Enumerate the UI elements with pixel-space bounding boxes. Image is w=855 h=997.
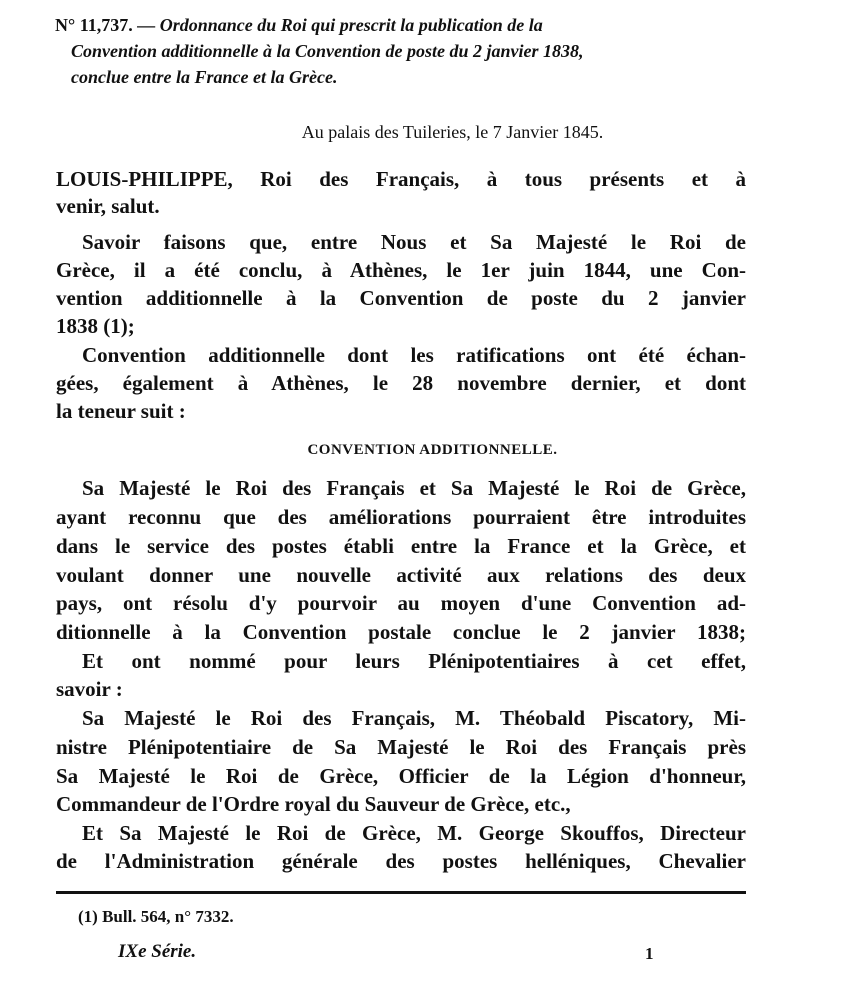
body-line: Convention additionnelle dont les ratifications ont été échan-	[82, 343, 746, 367]
convention-line: Sa Majesté le Roi des Français, M. Théobald Piscatory, Mi-	[82, 706, 746, 730]
convention-line: savoir :	[56, 677, 123, 701]
body-line: la teneur suit :	[56, 399, 186, 423]
convention-line: Sa Majesté le Roi de Grèce, Officier de la Légion d'honneur,	[56, 764, 746, 788]
page-number: 1	[645, 944, 654, 963]
series-label: IXe Série.	[118, 941, 197, 962]
body-line: venir, salut.	[56, 194, 160, 218]
convention-line: ayant reconnu que des améliorations pourraient être introduites	[56, 505, 746, 529]
body-line: gées, également à Athènes, le 28 novembre dernier, et dont	[56, 371, 746, 395]
body-line: LOUIS-PHILIPPE, Roi des Français, à tous présents et à	[56, 167, 746, 191]
ordinance-title-part-2: Convention additionnelle à la Convention de poste du 2 janvier 1838,	[71, 41, 584, 61]
convention-line: Et Sa Majesté le Roi de Grèce, M. George Skouffos, Directeur	[82, 821, 746, 845]
ordinance-number: N° 11,737.	[55, 15, 133, 35]
convention-line: voulant donner une nouvelle activité aux relations des deux	[56, 563, 746, 587]
body-line: Grèce, il a été conclu, à Athènes, le 1er juin 1844, une Con-	[56, 258, 746, 282]
body-line: 1838 (1);	[56, 314, 135, 338]
convention-line: pays, ont résolu d'y pourvoir au moyen d'une Convention ad-	[56, 591, 746, 615]
footnote: (1) Bull. 564, n° 7332.	[78, 907, 234, 926]
footnote-rule	[56, 891, 746, 894]
ordinance-title-part-1: — Ordonnance du Roi qui prescrit la publication de la	[137, 15, 543, 35]
header-line-1	[55, 12, 755, 38]
convention-line: dans le service des postes établi entre la France et la Grèce, et	[56, 534, 746, 558]
convention-line: nistre Plénipotentiaire de Sa Majesté le Roi des Français près	[56, 735, 746, 759]
section-title: CONVENTION ADDITIONNELLE.	[307, 442, 558, 458]
convention-line: Sa Majesté le Roi des Français et Sa Majesté le Roi de Grèce,	[82, 476, 746, 500]
ordinance-header	[55, 12, 755, 90]
convention-line: Et ont nommé pour leurs Plénipotentiaires à cet effet,	[82, 649, 746, 673]
date-line: Au palais des Tuileries, le 7 Janvier 1845.	[301, 122, 604, 142]
body-line: Savoir faisons que, entre Nous et Sa Majesté le Roi de	[82, 230, 746, 254]
convention-line: Commandeur de l'Ordre royal du Sauveur de Grèce, etc.,	[56, 792, 571, 816]
body-line: vention additionnelle à la Convention de poste du 2 janvier	[56, 286, 746, 310]
ordinance-title-part-3: conclue entre la France et la Grèce.	[71, 67, 338, 87]
convention-line: de l'Administration générale des postes helléniques, Chevalier	[56, 849, 746, 873]
convention-line: ditionnelle à la Convention postale conclue le 2 janvier 1838;	[56, 620, 746, 644]
